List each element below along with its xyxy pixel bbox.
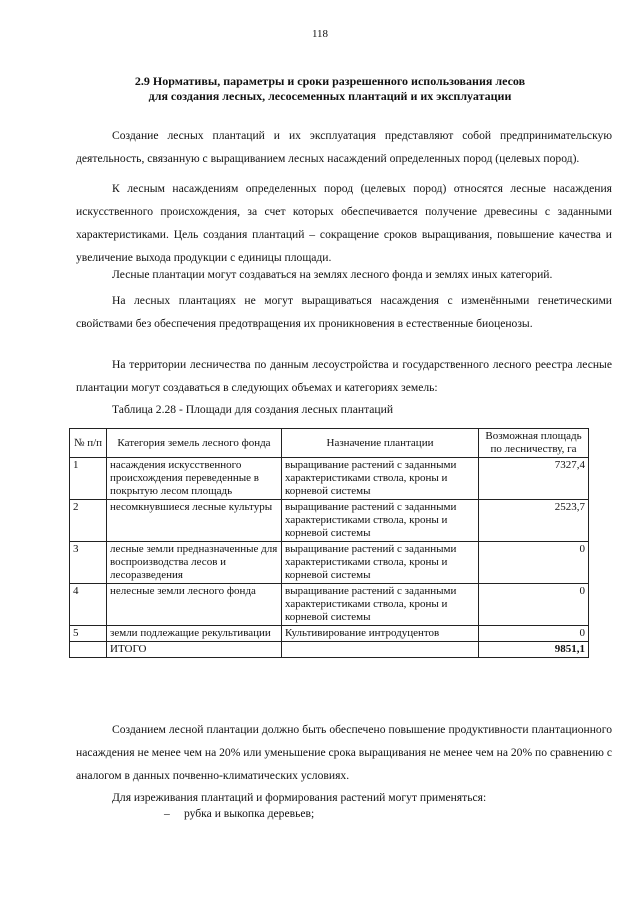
row-number: 2 bbox=[70, 500, 107, 542]
row-number: 4 bbox=[70, 584, 107, 626]
row-area: 0 bbox=[479, 542, 589, 584]
row-purpose: выращивание растений с заданными характеристиками ствола, кроны и корневой системы bbox=[282, 542, 479, 584]
table-total-row bbox=[70, 642, 589, 658]
row-category: несомкнувшиеся лесные культуры bbox=[107, 500, 282, 542]
row-purpose: Культивирование интродуцентов bbox=[282, 626, 479, 642]
paragraph-after-1: Созданием лесной плантации должно быть обеспечено повышение продуктивности плантационного насаждения не менее чем на 20% или уменьшение срока выращивания не менее чем на 20% по сравнению с аналогом в данных почвенно-климатических условиях. bbox=[76, 723, 612, 782]
row-area: 0 bbox=[479, 584, 589, 626]
table-row bbox=[70, 626, 589, 642]
paragraph-3: Лесные плантации могут создаваться на землях лесного фонда и землях иных категорий. bbox=[112, 268, 553, 281]
row-purpose: выращивание растений с заданными характеристиками ствола, кроны и корневой системы bbox=[282, 500, 479, 542]
section-heading-line-2: для создания лесных, лесосеменных плантаций и их эксплуатации bbox=[148, 89, 512, 103]
header-number: № п/п bbox=[70, 429, 107, 458]
paragraph-2: К лесным насаждениям определенных пород (целевых пород) относятся лесные насаждения искусственного происхождения, за счет которых обеспечивается получение древесины с заданными характеристиками. Цель создания плантаций – сокращение сроков выращивания, повышение качества и увеличение выхода продукции с единицы площади. bbox=[76, 182, 612, 264]
table-row bbox=[70, 458, 589, 500]
row-purpose: выращивание растений с заданными характеристиками ствола, кроны и корневой системы bbox=[282, 584, 479, 626]
section-heading-line-1: 2.9 Нормативы, параметры и сроки разрешенного использования лесов bbox=[134, 74, 526, 88]
total-purpose-cell bbox=[282, 642, 479, 658]
row-purpose: выращивание растений с заданными характеристиками ствола, кроны и корневой системы bbox=[282, 458, 479, 500]
section-heading bbox=[60, 74, 600, 104]
list-item: – рубка и выкопка деревьев; bbox=[164, 807, 315, 820]
row-category: насаждения искусственного происхождения переведенные в покрытую лесом площадь bbox=[107, 458, 282, 500]
row-category: земли подлежащие рекультивации bbox=[107, 626, 282, 642]
table-row bbox=[70, 500, 589, 542]
total-label: ИТОГО bbox=[107, 642, 282, 658]
plantation-area-table bbox=[69, 428, 589, 658]
paragraph-1: Создание лесных плантаций и их эксплуатация представляют собой предпринимательскую деятельность, связанную с выращиванием лесных насаждений определенных пород (целевых пород). bbox=[76, 129, 612, 165]
row-number: 1 bbox=[70, 458, 107, 500]
table-row bbox=[70, 542, 589, 584]
row-number: 5 bbox=[70, 626, 107, 642]
row-area: 7327,4 bbox=[479, 458, 589, 500]
table-caption: Таблица 2.28 - Площади для создания лесных плантаций bbox=[112, 403, 394, 416]
paragraph-5: На территории лесничества по данным лесоустройства и государственного лесного реестра лесные плантации могут создаваться в следующих объемах и категориях земель: bbox=[76, 358, 612, 394]
header-area: Возможная площадь по лесничеству, га bbox=[479, 429, 589, 458]
header-category: Категория земель лесного фонда bbox=[107, 429, 282, 458]
header-purpose: Назначение плантации bbox=[282, 429, 479, 458]
row-category: лесные земли предназначенные для воспроизводства лесов и лесоразведения bbox=[107, 542, 282, 584]
page-number: 118 bbox=[311, 28, 329, 40]
paragraph-after-2: Для изреживания плантаций и формирования растений могут применяться: bbox=[112, 791, 487, 804]
row-area: 0 bbox=[479, 626, 589, 642]
table-row bbox=[70, 584, 589, 626]
total-value: 9851,1 bbox=[479, 642, 589, 658]
total-number-cell bbox=[70, 642, 107, 658]
row-area: 2523,7 bbox=[479, 500, 589, 542]
paragraph-4: На лесных плантациях не могут выращиваться насаждения с изменёнными генетическими свойствами без обеспечения предотвращения их проникновения в естественные биоценозы. bbox=[76, 294, 612, 330]
row-number: 3 bbox=[70, 542, 107, 584]
row-category: нелесные земли лесного фонда bbox=[107, 584, 282, 626]
dash-marker: – bbox=[164, 807, 170, 820]
table-header-row bbox=[70, 429, 589, 458]
